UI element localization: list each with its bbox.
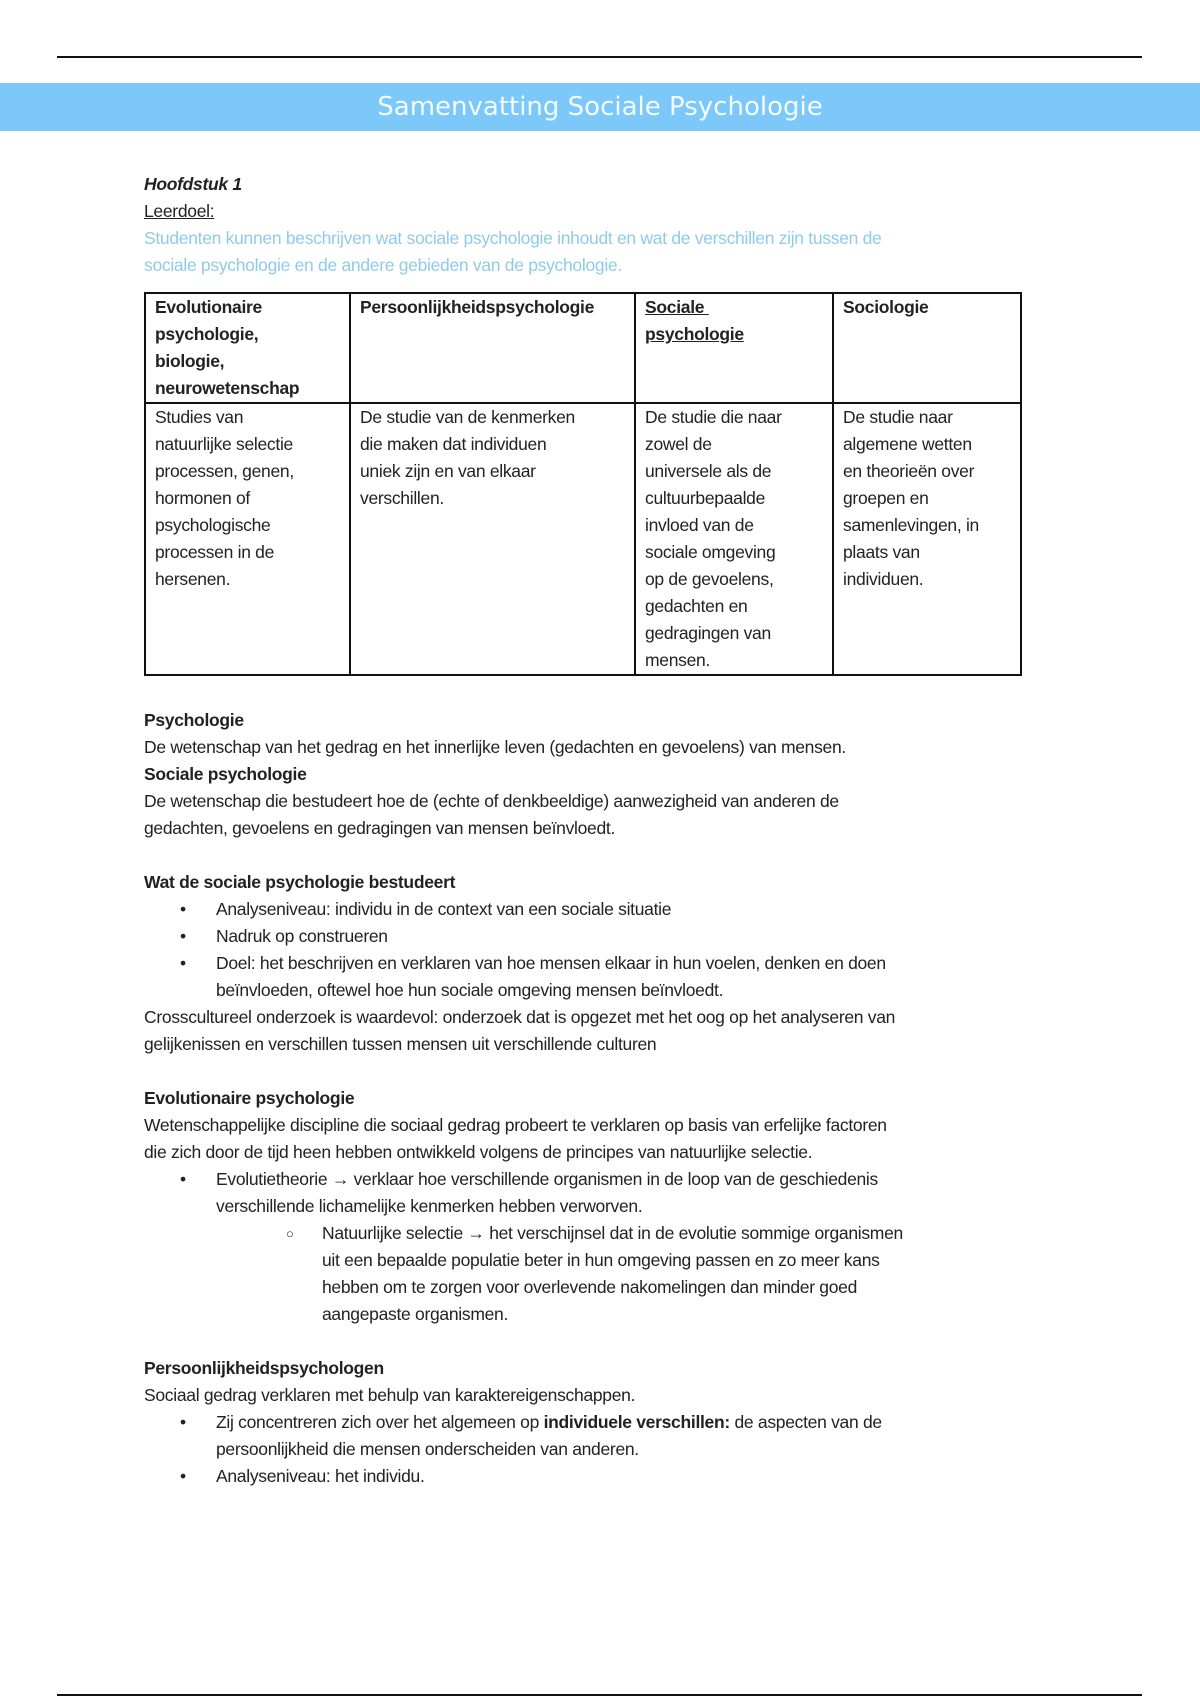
table-header-cell: Persoonlijkheidspsychologie <box>350 293 635 403</box>
list-item: • Analyseniveau: het individu. <box>144 1463 1044 1490</box>
paragraph: gelijkenissen en verschillen tussen mensen uit verschillende culturen <box>144 1034 657 1054</box>
section-heading: Sociale psychologie <box>144 764 307 784</box>
table-header-cell: Evolutionaire psychologie, biologie, neurowetenschap <box>145 293 350 403</box>
document-title: Samenvatting Sociale Psychologie <box>377 92 823 122</box>
header-rule <box>57 56 1142 58</box>
sub-list-item: ○ Natuurlijke selectie → het verschijnsel dat in de evolutie sommige organismen uit een bepaalde populatie beter in hun omgeving passen en zo meer kans hebben om te zorgen voor overlevende nakomelingen dan minder goed aangepaste organismen. <box>144 1220 1044 1328</box>
list-item: • Analyseniveau: individu in de context van een sociale situatie <box>144 896 1044 923</box>
document-body <box>144 171 1044 1490</box>
list-item: • Zij concentreren zich over het algemeen op individuele verschillen: de aspecten van de persoonlijkheid die mensen onderscheiden van anderen. <box>144 1409 1044 1463</box>
paragraph: De wetenschap van het gedrag en het innerlijke leven (gedachten en gevoelens) van mensen. <box>144 737 846 757</box>
footer-rule <box>57 1694 1142 1696</box>
table-header-row <box>145 293 1021 403</box>
bullet-list <box>144 1166 1044 1328</box>
chapter-heading: Hoofdstuk 1 <box>144 174 242 194</box>
bullet-list <box>144 1409 1044 1490</box>
section-heading: Wat de sociale psychologie bestudeert <box>144 872 456 892</box>
paragraph: Crosscultureel onderzoek is waardevol: onderzoek dat is opgezet met het oog op het analyseren van <box>144 1007 896 1027</box>
paragraph: die zich door de tijd heen hebben ontwikkeld volgens de principes van natuurlijke selectie. <box>144 1142 813 1162</box>
paragraph: Sociaal gedrag verklaren met behulp van karaktereigenschappen. <box>144 1385 636 1405</box>
section-heading: Psychologie <box>144 710 244 730</box>
list-item: • Nadruk op construeren <box>144 923 1044 950</box>
title-banner <box>0 83 1200 131</box>
section-heading: Persoonlijkheidspsychologen <box>144 1358 384 1378</box>
table-cell: De studie van de kenmerken die maken dat individuen uniek zijn en van elkaar verschillen. <box>350 403 635 675</box>
table-header-cell: Sociale psychologie <box>635 293 833 403</box>
learning-goal-line: sociale psychologie en de andere gebieden van de psychologie. <box>144 255 622 275</box>
table-row <box>145 403 1021 675</box>
comparison-table <box>144 292 1022 676</box>
table-cell: De studie naar algemene wetten en theorieën over groepen en samenlevingen, in plaats van individuen. <box>833 403 1021 675</box>
table-cell: De studie die naar zowel de universele als de cultuurbepaalde invloed van de sociale omgeving op de gevoelens, gedachten en gedragingen van mensen. <box>635 403 833 675</box>
paragraph: gedachten, gevoelens en gedragingen van mensen beïnvloedt. <box>144 818 616 838</box>
paragraph: Wetenschappelijke discipline die sociaal gedrag probeert te verklaren op basis van erfelijke factoren <box>144 1115 887 1135</box>
section-heading: Evolutionaire psychologie <box>144 1088 355 1108</box>
learning-goal-label: Leerdoel: <box>144 201 215 221</box>
list-item: • Evolutietheorie → verklaar hoe verschillende organismen in de loop van de geschiedenis verschillende lichamelijke kenmerken hebben verworven. <box>144 1166 1044 1220</box>
paragraph: De wetenschap die bestudeert hoe de (echte of denkbeeldige) aanwezigheid van anderen de <box>144 791 839 811</box>
table-cell: Studies van natuurlijke selectie processen, genen, hormonen of psychologische processen in de hersenen. <box>145 403 350 675</box>
learning-goal-line: Studenten kunnen beschrijven wat sociale psychologie inhoudt en wat de verschillen zijn tussen de <box>144 228 882 248</box>
bullet-list <box>144 896 1044 1004</box>
list-item: • Doel: het beschrijven en verklaren van hoe mensen elkaar in hun voelen, denken en doen beïnvloeden, oftewel hoe hun sociale omgeving mensen beïnvloedt. <box>144 950 1044 1004</box>
table-header-cell: Sociologie <box>833 293 1021 403</box>
